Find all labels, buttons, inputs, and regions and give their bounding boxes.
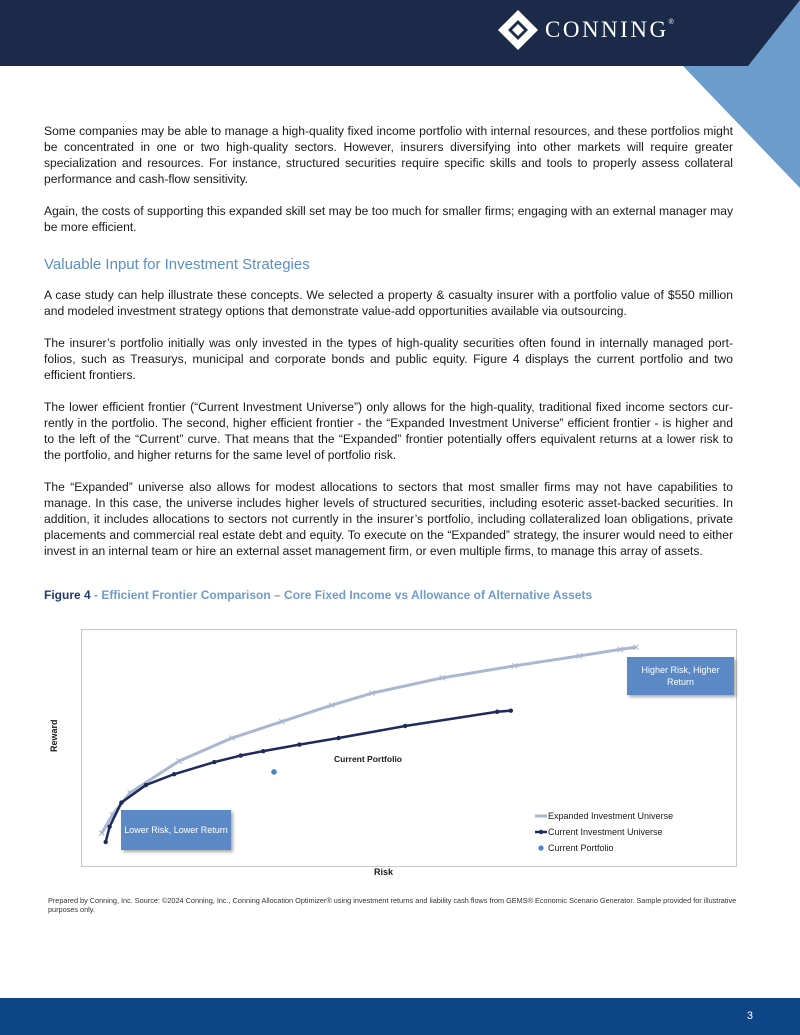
section-heading: Valuable Input for Investment Strategies — [44, 256, 310, 273]
legend-label: Current Portfolio — [548, 843, 614, 853]
legend-item — [535, 824, 673, 840]
data-point — [261, 749, 265, 753]
data-point — [271, 769, 277, 775]
figure-number: Figure 4 — [44, 588, 91, 602]
legend-item — [535, 808, 673, 824]
x-axis-label: Risk — [374, 867, 394, 877]
data-point — [104, 840, 108, 844]
page-header — [0, 0, 800, 66]
legend-label: Current Investment Universe — [548, 827, 663, 837]
data-point — [172, 772, 176, 776]
article-body — [44, 123, 733, 575]
data-point — [297, 742, 301, 746]
legend-item — [535, 840, 673, 856]
data-point — [144, 783, 148, 787]
legend-swatch — [535, 827, 547, 837]
series-line — [102, 647, 636, 833]
page-number: 3 — [746, 1010, 753, 1022]
figure-caption: - Efficient Frontier Comparison – Core Fixed Income vs Allowance of Alternative Assets — [90, 588, 593, 602]
current-portfolio-label: Current Portfolio — [334, 754, 402, 764]
data-point — [509, 708, 513, 712]
legend-label: Expanded Investment Universe — [548, 811, 674, 821]
paragraph: Again, the costs of supporting this expanded skill set may be too much for smaller firms; engaging with an external manager may be more efficient. — [44, 204, 733, 234]
paragraph: The lower efficient frontier (“Current Investment Universe”) only allows for the high-quality, traditional fixed income sectors currently in the portfolio. The second, higher efficient frontier - the “Expanded Investment Universe” efficient frontier - is higher and to the left of the “Current” curve. That means that the “Expanded” frontier potentially offers equivalent returns at a lower risk to the portfolio, and higher returns for the same level of portfolio risk. — [44, 400, 733, 462]
legend-swatch — [535, 843, 547, 853]
data-point — [239, 753, 243, 757]
header-accent-wedge — [748, 0, 800, 66]
callout-high-risk: Higher Risk, Higher Return — [627, 657, 734, 695]
figure-title — [44, 588, 592, 602]
paragraph: A case study can help illustrate these concepts. We selected a property & casualty insurer with a portfolio value of $550 million and modeled investment strategy options that demonstrate value-add opportunities available via outsourcing. — [44, 288, 733, 318]
paragraph: Some companies may be able to manage a high-quality fixed income portfolio with internal resources, and these portfolios might be concentrated in one or two high-quality sectors. However, insurers diversifying into other markets will require greater specialization and resources. For instance, structured securities require specific skills and tools to properly assess collateral performance and cash-flow sensitivity. — [44, 124, 733, 186]
conning-diamond-icon — [497, 9, 539, 51]
data-point — [119, 800, 123, 804]
data-point — [212, 760, 216, 764]
brand-name: CONNING — [545, 17, 669, 42]
paragraph: The insurer’s portfolio initially was only invested in the types of high-quality securities often found in internally managed portfolios, such as Treasurys, municipal and corporate bonds and public equity. Figure 4 displays the current portfolio and two efficient frontiers. — [44, 336, 733, 382]
chart-legend — [535, 808, 673, 856]
page-footer — [0, 998, 800, 1035]
registered-mark: ® — [668, 18, 674, 26]
legend-swatch — [535, 811, 547, 821]
conning-logo — [497, 9, 674, 51]
callout-low-risk: Lower Risk, Lower Return — [121, 810, 231, 850]
source-note: Prepared by Conning, Inc. Source: ©2024 Conning, Inc., Conning Allocation Optimizer® using investment returns and liability cash flows from GEMS® Economic Scenario Generator. Sample provided for illustrative purposes only. — [48, 896, 737, 914]
data-point — [336, 736, 340, 740]
y-axis-label: Reward — [49, 719, 59, 752]
data-point — [495, 710, 499, 714]
data-point — [107, 824, 111, 828]
paragraph: The “Expanded” universe also allows for modest allocations to sectors that most smaller firms may not have capabilities to manage. In this case, the universe includes higher levels of structured securities, including esoteric asset-backed securities. In addition, it includes allocations to sectors not currently in the insurer’s portfolio, including collateralized loan obligations, private placements and commercial real estate debt and equity. To execute on the “Expanded” strategy, the insurer would need to either invest in an internal team or hire an external asset management firm, or even multiple firms, to manage this array of assets. — [44, 480, 733, 558]
data-point — [403, 724, 407, 728]
